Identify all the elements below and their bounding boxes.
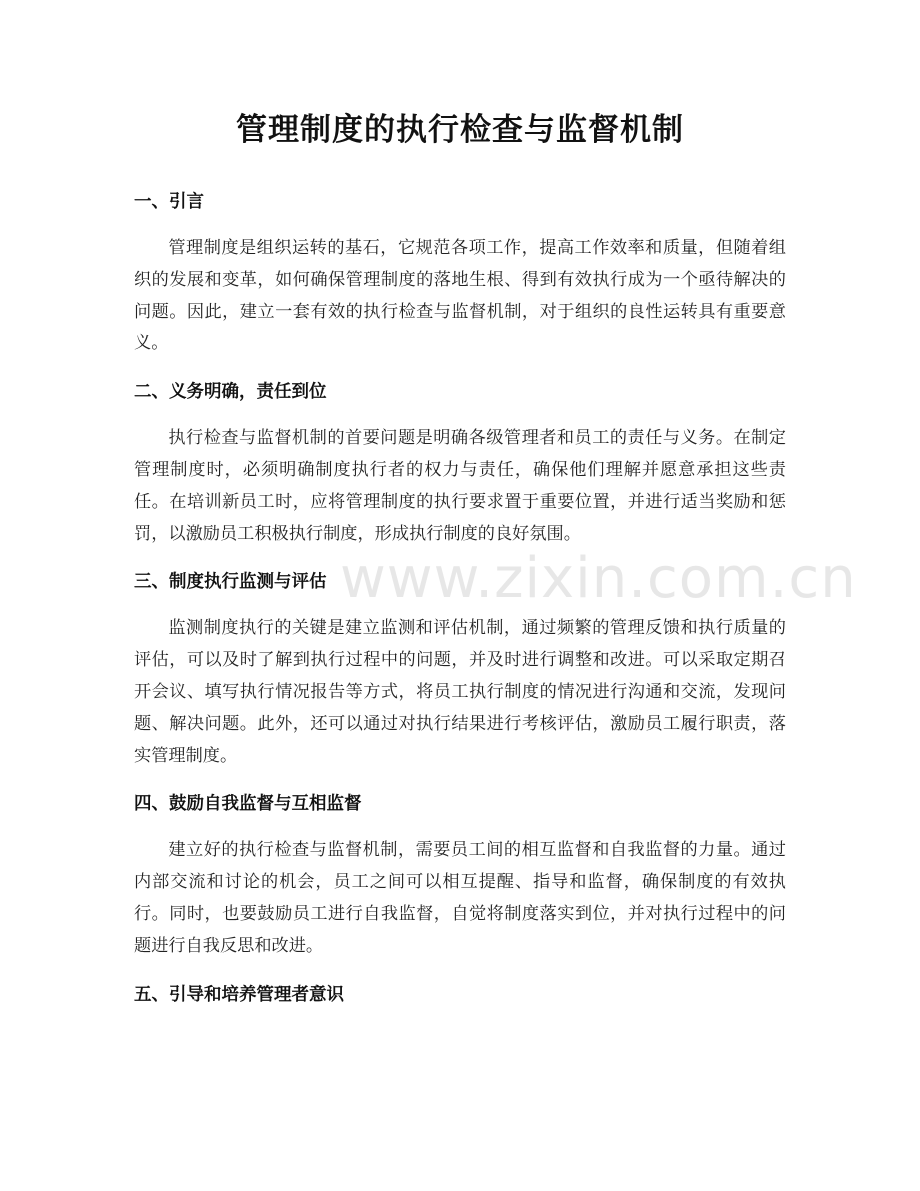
section-introduction [134, 182, 786, 360]
section-paragraph: 建立好的执行检查与监督机制，需要员工间的相互监督和自我监督的力量。通过内部交流和讨论的机会，员工之间可以相互提醒、指导和监督，确保制度的有效执行。同时，也要鼓励员工进行自我监督，自觉将制度落实到位，并对执行过程中的问题进行自我反思和改进。 [134, 840, 786, 956]
section-heading: 三、制度执行监测与评估 [134, 572, 327, 593]
section-heading: 二、义务明确，责任到位 [134, 382, 327, 403]
section-paragraph: 管理制度是组织运转的基石，它规范各项工作，提高工作效率和质量，但随着组织的发展和变革，如何确保管理制度的落地生根、得到有效执行成为一个亟待解决的问题。因此，建立一套有效的执行检查与监督机制，对于组织的良性运转具有重要意义。 [134, 238, 786, 354]
section-manager-awareness [134, 975, 786, 1015]
section-paragraph: 监测制度执行的关键是建立监测和评估机制，通过频繁的管理反馈和执行质量的评估，可以及时了解到执行过程中的问题，并及时进行调整和改进。可以采取定期召开会议、填写执行情况报告等方式，将员工执行制度的情况进行沟通和交流，发现问题、解决问题。此外，还可以通过对执行结果进行考核评估，激励员工履行职责，落实管理制度。 [134, 618, 786, 766]
document-title: 管理制度的执行检查与监督机制 [236, 112, 684, 148]
section-paragraph: 执行检查与监督机制的首要问题是明确各级管理者和员工的责任与义务。在制定管理制度时，必须明确制度执行者的权力与责任，确保他们理解并愿意承担这些责任。在培训新员工时，应将管理制度的执行要求置于重要位置，并进行适当奖励和惩罚，以激励员工积极执行制度，形成执行制度的良好氛围。 [134, 428, 786, 544]
section-monitoring [134, 562, 786, 772]
watermark: www.zixin.com.cn [340, 546, 857, 611]
section-heading: 四、鼓励自我监督与互相监督 [134, 794, 362, 815]
document-body [134, 182, 786, 1015]
section-heading: 一、引言 [134, 192, 204, 212]
section-supervision [134, 784, 786, 962]
section-heading: 五、引导和培养管理者意识 [134, 984, 344, 1005]
section-responsibility [134, 372, 786, 550]
